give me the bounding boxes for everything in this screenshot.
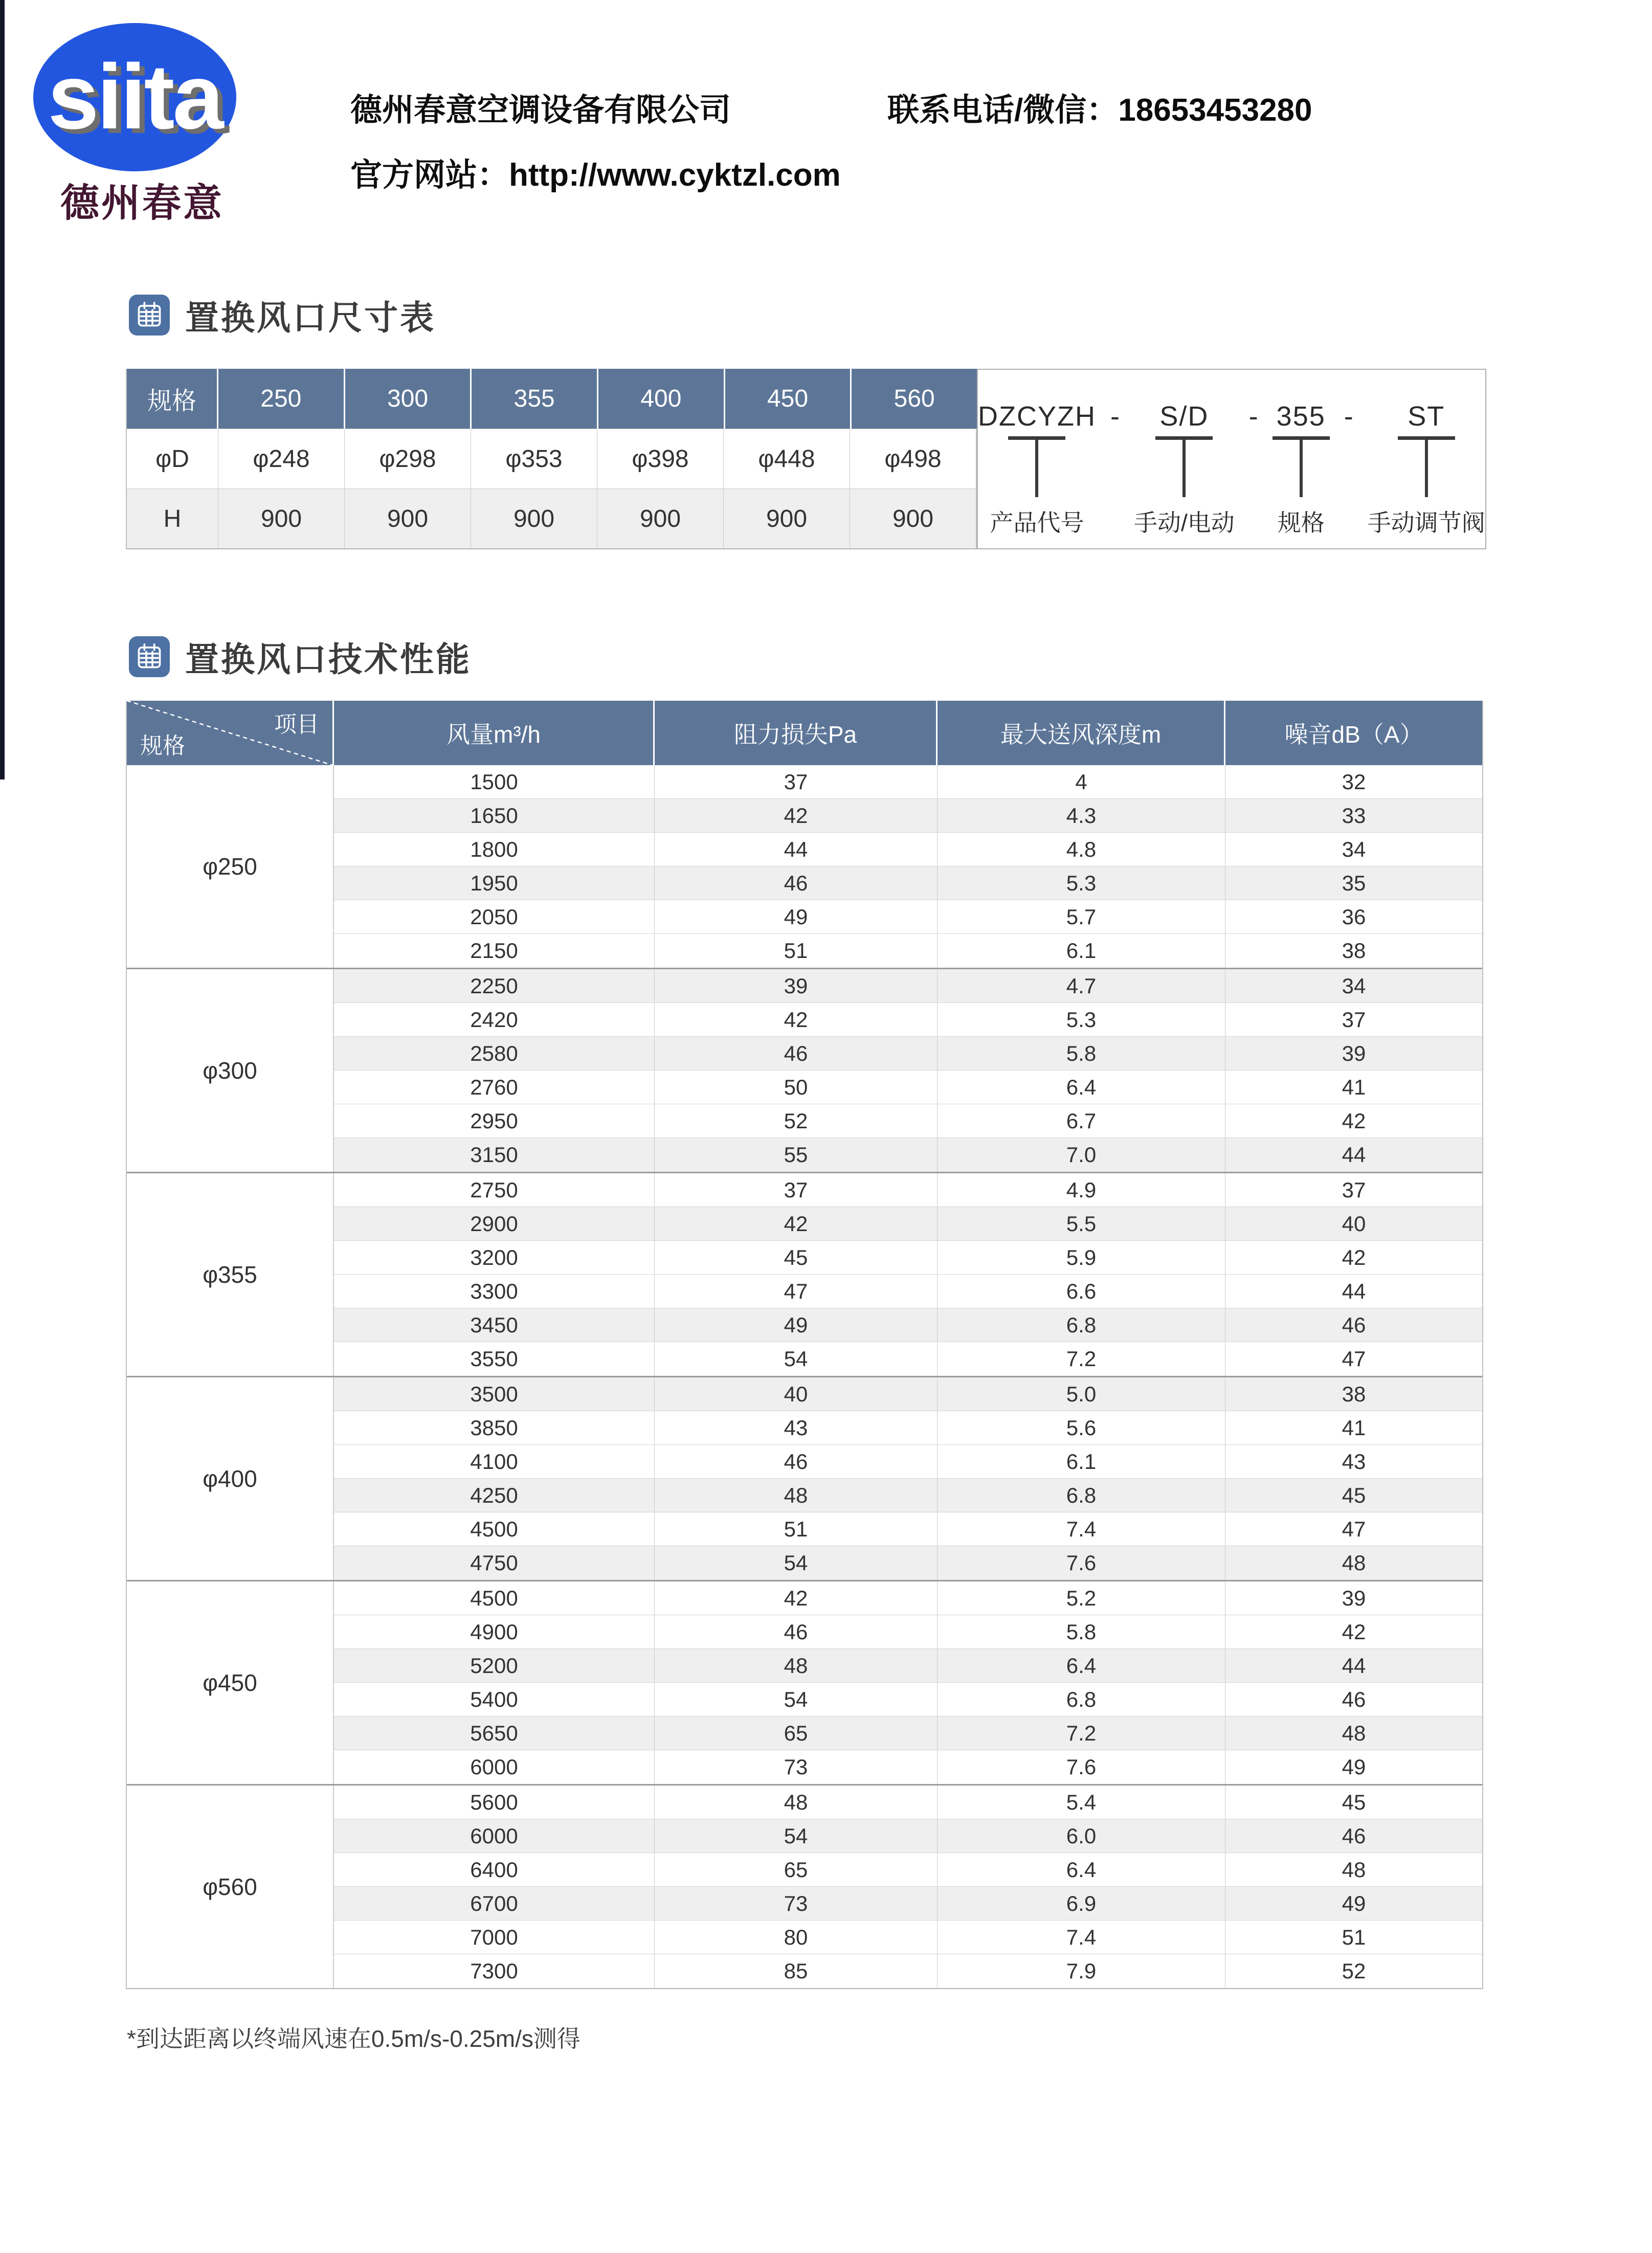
size-cell: 900 — [471, 489, 597, 548]
table-row — [334, 866, 1482, 900]
model-code-part-label: 手动/电动 — [1133, 509, 1235, 536]
size-row-label: H — [127, 489, 218, 548]
spec-group — [127, 968, 1482, 1172]
spec-label: φ300 — [127, 969, 334, 1172]
cell-flow: 3500 — [334, 1377, 655, 1411]
performance-table-header-row — [127, 701, 1482, 765]
table-row — [334, 900, 1482, 934]
cell-flow: 5200 — [334, 1649, 655, 1682]
cell-flow: 4250 — [334, 1479, 655, 1512]
connector-line — [1008, 436, 1065, 497]
size-table-row — [127, 429, 977, 488]
cell-flow: 2050 — [334, 900, 655, 933]
size-cell: φ498 — [850, 429, 977, 488]
calendar-table-icon — [129, 295, 170, 336]
cell-resistance: 48 — [655, 1649, 937, 1682]
cell-noise: 42 — [1225, 1104, 1482, 1137]
spec-label: φ400 — [127, 1377, 334, 1580]
connector-stem — [1300, 440, 1303, 497]
cell-flow: 4100 — [334, 1445, 655, 1478]
cell-noise: 46 — [1225, 1819, 1482, 1853]
size-col-header: 250 — [218, 369, 345, 429]
cell-noise: 37 — [1225, 1173, 1482, 1207]
table-row — [334, 1070, 1482, 1104]
model-code-part — [1134, 396, 1235, 538]
cell-resistance: 42 — [655, 799, 937, 832]
cell-resistance: 40 — [655, 1377, 937, 1411]
cell-resistance: 42 — [655, 1581, 937, 1615]
model-code-part — [1273, 396, 1330, 538]
table-row — [334, 1954, 1482, 1988]
cell-depth: 4.7 — [937, 969, 1225, 1002]
connector-stem — [1035, 440, 1038, 497]
cell-depth: 7.4 — [937, 1512, 1225, 1546]
cell-noise: 44 — [1225, 1275, 1482, 1308]
cell-depth: 7.4 — [937, 1921, 1225, 1954]
cell-depth: 5.5 — [937, 1207, 1225, 1240]
cell-depth: 5.3 — [937, 866, 1225, 900]
model-code-segment: ST — [1408, 401, 1445, 432]
spec-group-rows — [334, 765, 1482, 968]
cell-noise: 33 — [1225, 799, 1482, 832]
cell-noise: 48 — [1225, 1716, 1482, 1750]
size-table-area — [126, 369, 1483, 549]
cell-flow: 5400 — [334, 1683, 655, 1716]
cell-depth: 5.3 — [937, 1003, 1225, 1036]
size-cell: 900 — [850, 489, 977, 548]
cell-flow: 2900 — [334, 1207, 655, 1240]
table-row — [334, 1241, 1482, 1275]
spec-label: φ250 — [127, 765, 334, 968]
table-row — [334, 1853, 1482, 1887]
model-code-separator: - — [1248, 401, 1258, 432]
cell-resistance: 47 — [655, 1275, 937, 1308]
performance-table — [126, 701, 1483, 1989]
cell-resistance: 73 — [655, 1750, 937, 1784]
cell-flow: 4750 — [334, 1546, 655, 1580]
section-perf-title — [129, 632, 472, 681]
cell-noise: 44 — [1225, 1138, 1482, 1172]
cell-depth: 7.2 — [937, 1342, 1225, 1376]
header-depth: 最大送风深度m — [937, 701, 1225, 765]
cell-resistance: 54 — [655, 1819, 937, 1853]
spec-group — [127, 765, 1482, 968]
size-cell: φ398 — [597, 429, 724, 488]
cell-depth: 7.6 — [937, 1546, 1225, 1580]
footnote: *到达距离以终端风速在0.5m/s-0.25m/s测得 — [127, 2025, 581, 2052]
cell-flow: 2750 — [334, 1173, 655, 1207]
model-code-part — [978, 396, 1096, 538]
size-col-header: 规格 — [127, 369, 218, 429]
cell-resistance: 42 — [655, 1003, 937, 1036]
cell-flow: 7300 — [334, 1954, 655, 1988]
size-cell: φ248 — [218, 429, 345, 488]
table-row — [334, 1308, 1482, 1342]
table-row — [334, 799, 1482, 833]
cell-noise: 44 — [1225, 1649, 1482, 1682]
table-row — [334, 1546, 1482, 1580]
cell-depth: 5.8 — [937, 1037, 1225, 1070]
table-row — [334, 1581, 1482, 1615]
table-row — [334, 765, 1482, 799]
cell-noise: 34 — [1225, 969, 1482, 1002]
cell-noise: 34 — [1225, 833, 1482, 866]
table-row — [334, 1512, 1482, 1546]
cell-resistance: 54 — [655, 1683, 937, 1716]
cell-resistance: 51 — [655, 1512, 937, 1546]
size-col-header: 400 — [598, 369, 725, 429]
cell-flow: 7000 — [334, 1921, 655, 1954]
cell-depth: 6.4 — [937, 1649, 1225, 1682]
cell-depth: 5.4 — [937, 1786, 1225, 1819]
cell-resistance: 65 — [655, 1853, 937, 1886]
header-noise: 噪音dB（A） — [1225, 701, 1482, 765]
model-code-separator: - — [1344, 401, 1353, 432]
cell-resistance: 48 — [655, 1479, 937, 1512]
cell-depth: 7.2 — [937, 1716, 1225, 1750]
cell-depth: 4.8 — [937, 833, 1225, 866]
connector-line — [1155, 436, 1213, 497]
cell-flow: 2420 — [334, 1003, 655, 1036]
cell-resistance: 37 — [655, 1173, 937, 1207]
cell-flow: 2250 — [334, 969, 655, 1002]
cell-flow: 3200 — [334, 1241, 655, 1274]
model-code-part-label: 手动调节阀 — [1367, 509, 1485, 536]
table-row — [334, 1921, 1482, 1954]
table-row — [334, 1138, 1482, 1172]
cell-flow: 4500 — [334, 1512, 655, 1546]
cell-noise: 42 — [1225, 1615, 1482, 1648]
cell-noise: 38 — [1225, 934, 1482, 968]
cell-noise: 41 — [1225, 1411, 1482, 1444]
cell-flow: 2580 — [334, 1037, 655, 1070]
cell-noise: 32 — [1225, 765, 1482, 798]
corner-label-spec: 规格 — [140, 733, 185, 759]
page-edge-bar — [0, 0, 5, 779]
model-code-box — [977, 369, 1486, 549]
cell-noise: 52 — [1225, 1954, 1482, 1988]
cell-resistance: 49 — [655, 1308, 937, 1342]
cell-depth: 7.0 — [937, 1138, 1225, 1172]
size-col-header: 560 — [852, 369, 977, 429]
spec-group — [127, 1580, 1482, 1784]
model-code-segment: S/D — [1159, 401, 1209, 432]
cell-noise: 38 — [1225, 1377, 1482, 1411]
cell-noise: 41 — [1225, 1070, 1482, 1104]
cell-depth: 6.1 — [937, 1445, 1225, 1478]
table-row — [334, 1104, 1482, 1138]
cell-resistance: 42 — [655, 1207, 937, 1240]
cell-depth: 6.4 — [937, 1070, 1225, 1104]
size-col-header: 300 — [345, 369, 472, 429]
cell-flow: 3550 — [334, 1342, 655, 1376]
spec-group-rows — [334, 1173, 1482, 1376]
model-code-separator: - — [1110, 401, 1120, 432]
model-code-segment: 355 — [1276, 401, 1326, 432]
section-perf-title-text: 置换风口技术性能 — [185, 640, 472, 678]
cell-flow: 6700 — [334, 1887, 655, 1920]
model-code-diagram — [978, 396, 1485, 548]
cell-depth: 6.1 — [937, 934, 1225, 968]
size-table-header-row — [127, 369, 977, 429]
brand-logo-subtitle: 德州春意 — [60, 182, 224, 225]
cell-depth: 5.7 — [937, 900, 1225, 933]
cell-flow: 1800 — [334, 833, 655, 866]
cell-flow: 4500 — [334, 1581, 655, 1615]
cell-depth: 4.9 — [937, 1173, 1225, 1207]
cell-noise: 49 — [1225, 1750, 1482, 1784]
spec-group — [127, 1172, 1482, 1376]
cell-depth: 5.2 — [937, 1581, 1225, 1615]
cell-resistance: 55 — [655, 1138, 937, 1172]
connector-line — [1273, 436, 1330, 497]
cell-depth: 6.8 — [937, 1683, 1225, 1716]
table-row — [334, 1037, 1482, 1070]
model-code-part-label: 规格 — [1277, 509, 1325, 536]
cell-noise: 42 — [1225, 1241, 1482, 1274]
model-code-part — [1368, 396, 1485, 538]
cell-noise: 47 — [1225, 1512, 1482, 1546]
table-row — [334, 1649, 1482, 1683]
cell-flow: 5600 — [334, 1786, 655, 1819]
cell-resistance: 85 — [655, 1954, 937, 1988]
header-resistance: 阻力损失Pa — [655, 701, 937, 765]
cell-resistance: 45 — [655, 1241, 937, 1274]
size-cell: 900 — [724, 489, 850, 548]
size-table-row — [127, 488, 977, 548]
cell-resistance: 43 — [655, 1411, 937, 1444]
cell-noise: 40 — [1225, 1207, 1482, 1240]
size-cell: 900 — [345, 489, 471, 548]
cell-flow: 2760 — [334, 1070, 655, 1104]
spec-label: φ450 — [127, 1581, 334, 1784]
spec-group — [127, 1784, 1482, 1988]
cell-noise: 49 — [1225, 1887, 1482, 1920]
cell-flow: 1650 — [334, 799, 655, 832]
cell-resistance: 46 — [655, 1037, 937, 1070]
performance-table-body — [127, 765, 1482, 1988]
cell-resistance: 65 — [655, 1716, 937, 1750]
cell-noise: 47 — [1225, 1342, 1482, 1376]
table-row — [334, 1207, 1482, 1241]
cell-depth: 5.8 — [937, 1615, 1225, 1648]
size-cell: φ298 — [345, 429, 471, 488]
cell-resistance: 54 — [655, 1342, 937, 1376]
cell-resistance: 39 — [655, 969, 937, 1002]
size-table — [126, 369, 977, 549]
corner-header-cell — [127, 701, 334, 765]
cell-depth: 7.6 — [937, 1750, 1225, 1784]
cell-flow: 1500 — [334, 765, 655, 798]
contact-phone: 联系电话/微信：18653453280 — [887, 93, 1312, 128]
corner-label-item: 项目 — [274, 712, 319, 737]
section-size-title-text: 置换风口尺寸表 — [185, 299, 436, 337]
cell-resistance: 50 — [655, 1070, 937, 1104]
model-code-segment: DZCYZH — [978, 401, 1096, 432]
cell-flow: 3450 — [334, 1308, 655, 1342]
section-size-title — [129, 291, 436, 339]
cell-noise: 51 — [1225, 1921, 1482, 1954]
table-row — [334, 1716, 1482, 1750]
table-row — [334, 1377, 1482, 1411]
cell-noise: 39 — [1225, 1581, 1482, 1615]
cell-noise: 48 — [1225, 1853, 1482, 1886]
cell-depth: 6.7 — [937, 1104, 1225, 1137]
spec-group-rows — [334, 1377, 1482, 1580]
table-row — [334, 1003, 1482, 1037]
cell-resistance: 54 — [655, 1546, 937, 1580]
cell-noise: 39 — [1225, 1037, 1482, 1070]
table-row — [334, 1819, 1482, 1853]
spec-label: φ560 — [127, 1786, 334, 1988]
cell-resistance: 46 — [655, 866, 937, 900]
size-col-header: 450 — [725, 369, 852, 429]
cell-depth: 6.8 — [937, 1479, 1225, 1512]
connector-stem — [1182, 440, 1186, 497]
cell-resistance: 44 — [655, 833, 937, 866]
table-row — [334, 1479, 1482, 1512]
cell-depth: 6.0 — [937, 1819, 1225, 1853]
size-cell: 900 — [597, 489, 724, 548]
cell-resistance: 80 — [655, 1921, 937, 1954]
cell-resistance: 73 — [655, 1887, 937, 1920]
table-row — [334, 1173, 1482, 1207]
spec-group-rows — [334, 1581, 1482, 1784]
cell-noise: 35 — [1225, 866, 1482, 900]
cell-flow: 5650 — [334, 1716, 655, 1750]
size-col-header: 355 — [472, 369, 598, 429]
calendar-table-icon — [129, 636, 170, 677]
table-row — [334, 1683, 1482, 1716]
cell-flow: 6000 — [334, 1819, 655, 1853]
cell-flow: 3850 — [334, 1411, 655, 1444]
table-row — [334, 1615, 1482, 1649]
cell-depth: 6.8 — [937, 1308, 1225, 1342]
cell-flow: 3300 — [334, 1275, 655, 1308]
spec-group-rows — [334, 969, 1482, 1172]
cell-noise: 36 — [1225, 900, 1482, 933]
cell-resistance: 49 — [655, 900, 937, 933]
cell-flow: 6000 — [334, 1750, 655, 1784]
table-row — [334, 934, 1482, 968]
spec-group — [127, 1376, 1482, 1580]
cell-depth: 6.6 — [937, 1275, 1225, 1308]
table-row — [334, 1887, 1482, 1921]
cell-flow: 1950 — [334, 866, 655, 900]
cell-depth: 6.4 — [937, 1853, 1225, 1886]
size-row-label: φD — [127, 429, 218, 488]
cell-depth: 4.3 — [937, 799, 1225, 832]
table-row — [334, 969, 1482, 1003]
table-row — [334, 1750, 1482, 1784]
brand-logo — [33, 23, 236, 171]
cell-resistance: 46 — [655, 1445, 937, 1478]
model-code-part-label: 产品代号 — [990, 509, 1084, 536]
cell-noise: 46 — [1225, 1308, 1482, 1342]
cell-depth: 5.0 — [937, 1377, 1225, 1411]
table-row — [334, 833, 1482, 866]
size-cell: 900 — [218, 489, 345, 548]
cell-noise: 45 — [1225, 1786, 1482, 1819]
cell-noise: 37 — [1225, 1003, 1482, 1036]
cell-noise: 43 — [1225, 1445, 1482, 1478]
table-row — [334, 1411, 1482, 1445]
cell-depth: 5.6 — [937, 1411, 1225, 1444]
cell-noise: 48 — [1225, 1546, 1482, 1580]
cell-flow: 3150 — [334, 1138, 655, 1172]
cell-resistance: 46 — [655, 1615, 937, 1648]
table-row — [334, 1342, 1482, 1376]
cell-resistance: 51 — [655, 934, 937, 968]
cell-resistance: 52 — [655, 1104, 937, 1137]
table-row — [334, 1445, 1482, 1479]
cell-depth: 7.9 — [937, 1954, 1225, 1988]
spec-label: φ355 — [127, 1173, 334, 1376]
size-cell: φ353 — [471, 429, 597, 488]
spec-group-rows — [334, 1786, 1482, 1988]
size-cell: φ448 — [724, 429, 850, 488]
cell-noise: 45 — [1225, 1479, 1482, 1512]
company-name: 德州春意空调设备有限公司 — [350, 93, 731, 128]
table-row — [334, 1275, 1482, 1308]
cell-resistance: 37 — [655, 765, 937, 798]
connector-stem — [1425, 440, 1428, 497]
cell-flow: 6400 — [334, 1853, 655, 1886]
cell-depth: 6.9 — [937, 1887, 1225, 1920]
cell-flow: 2150 — [334, 934, 655, 968]
cell-depth: 5.9 — [937, 1241, 1225, 1274]
size-table-body — [127, 429, 977, 548]
connector-line — [1398, 436, 1455, 497]
brand-logo-text: siita — [48, 46, 222, 148]
cell-depth: 4 — [937, 765, 1225, 798]
cell-flow: 2950 — [334, 1104, 655, 1137]
header-flow: 风量m³/h — [334, 701, 655, 765]
cell-resistance: 48 — [655, 1786, 937, 1819]
table-row — [334, 1786, 1482, 1819]
cell-noise: 46 — [1225, 1683, 1482, 1716]
website-url[interactable]: 官方网站：http://www.cyktzl.com — [350, 158, 841, 193]
cell-flow: 4900 — [334, 1615, 655, 1648]
